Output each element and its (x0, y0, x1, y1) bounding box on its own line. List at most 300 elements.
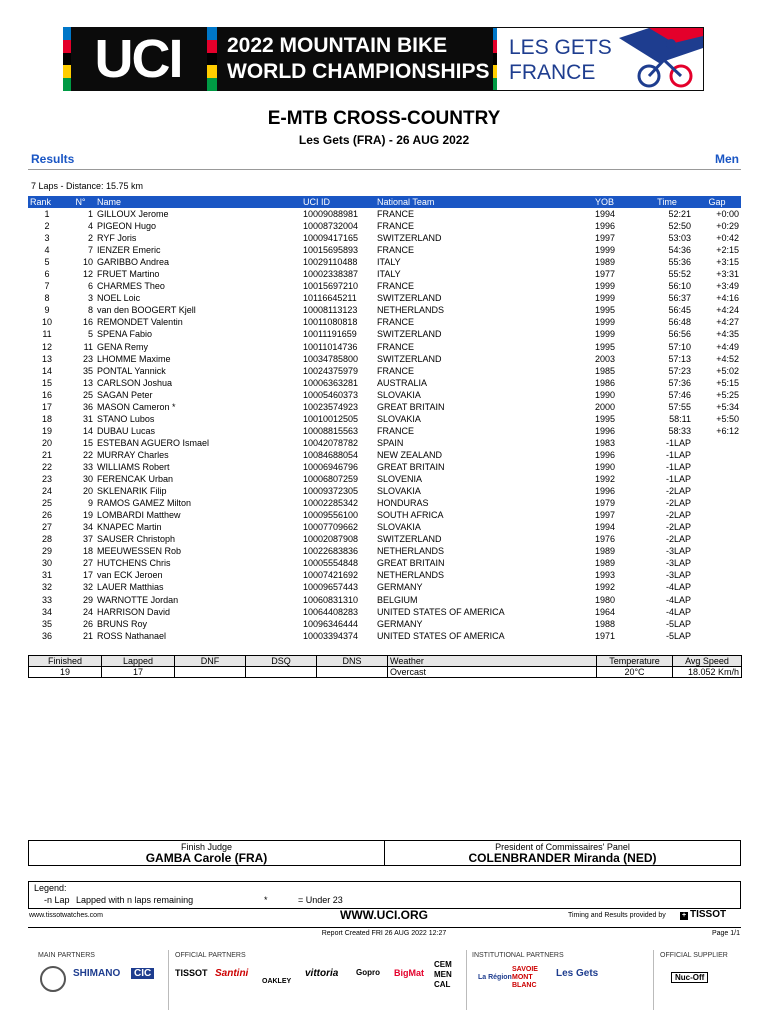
cell-name: STANO Lubos (95, 413, 301, 425)
cell-time: 54:36 (641, 244, 693, 256)
table-row (28, 581, 741, 593)
cell-name: LAUER Matthias (95, 581, 301, 593)
cell-uci-id: 10002087908 (301, 533, 375, 545)
cell-rank: 19 (41, 425, 52, 436)
cell-gap: +6:12 (716, 425, 739, 436)
cell-rank: 4 (28, 244, 66, 256)
cell-team: SLOVENIA (377, 474, 423, 485)
partners-divider-1 (168, 950, 169, 1010)
cell-yob: 1996 (595, 449, 616, 460)
cell-name: GENA Remy (95, 341, 301, 353)
summary-speed-value: 18.052 Km/h (673, 667, 742, 678)
page-number: Page 1/1 (711, 930, 740, 937)
summary-value-row (29, 667, 742, 678)
cell-gap: +3:15 (716, 257, 739, 268)
results-body (28, 208, 741, 642)
cell-rank: 1 (44, 209, 50, 220)
finish-judge-cell (29, 841, 385, 866)
cell-bib: 26 (82, 618, 93, 629)
cell-name: HARRISON David (95, 606, 301, 618)
cell-team: FRANCE (377, 281, 415, 292)
cell-time: -2LAP (641, 485, 693, 497)
table-row (28, 473, 741, 485)
cell-bib: 16 (66, 316, 95, 328)
cell-time: -3LAP (665, 546, 691, 557)
cell-name: ESTEBAN AGUERO Ismael (95, 437, 301, 449)
cell-time: 58:33 (668, 425, 691, 436)
cell-time: -5LAP (665, 618, 691, 629)
cell-team: FRANCE (375, 316, 593, 328)
cell-bib: 2 (87, 233, 93, 244)
cell-team: FRANCE (377, 425, 415, 436)
table-row (28, 280, 741, 292)
cyclist-graphic (619, 28, 703, 90)
cell-bib: 6 (87, 281, 93, 292)
cell-yob: 1999 (595, 329, 616, 340)
summary-header-row (29, 656, 742, 667)
cell-time: -1LAP (641, 437, 693, 449)
cell-rank: 25 (41, 498, 52, 509)
cell-uci-id: 10011191659 (303, 329, 357, 340)
col-number: N° (66, 196, 95, 208)
cell-rank: 15 (41, 377, 52, 388)
table-row (28, 509, 741, 521)
cell-team: FRANCE (375, 220, 593, 232)
cell-name: MASON Cameron * (97, 401, 176, 412)
cell-rank: 11 (42, 329, 52, 340)
table-row (28, 256, 741, 268)
santini-logo: Santini (215, 968, 249, 979)
cell-team: NETHERLANDS (377, 305, 445, 316)
cell-team: GREAT BRITAIN (375, 461, 593, 473)
cell-gap: +5:02 (693, 365, 741, 377)
cell-team: NEW ZEALAND (377, 449, 443, 460)
tissot-brand (680, 909, 726, 920)
cell-yob: 2000 (595, 401, 616, 412)
shimano-logo: SHIMANO (73, 968, 121, 979)
cell-time: 56:10 (668, 281, 691, 292)
cell-team: FRANCE (377, 209, 415, 220)
cell-time: -4LAP (641, 581, 693, 593)
table-row (28, 594, 741, 606)
cell-bib: 18 (82, 546, 93, 557)
cell-yob: 1999 (593, 244, 641, 256)
cell-time: -3LAP (641, 557, 693, 569)
cell-uci-id: 10002285342 (303, 498, 359, 509)
cell-gap (693, 461, 741, 473)
cell-name: PIGEON Hugo (95, 220, 301, 232)
cell-gap: +4:27 (693, 316, 741, 328)
cell-rank: 18 (28, 413, 66, 425)
cell-name: WARNOTTE Jordan (97, 594, 179, 605)
cell-uci-id: 10009657443 (301, 581, 375, 593)
cell-uci-id: 10006807259 (303, 474, 359, 485)
summary-weather-value: Overcast (388, 667, 597, 678)
cell-time: 56:56 (668, 329, 691, 340)
cell-gap: +5:50 (693, 413, 741, 425)
cell-gap (693, 569, 741, 581)
cell-time: 57:36 (668, 377, 691, 388)
table-row (28, 461, 741, 473)
report-created: Report Created FRI 26 AUG 2022 12:27 (321, 930, 447, 937)
table-row (28, 497, 741, 509)
venue-line1: LES GETS (509, 36, 612, 59)
cell-uci-id: 10006946796 (301, 461, 375, 473)
cell-yob: 1999 (595, 281, 616, 292)
cell-uci-id: 10002338387 (301, 268, 375, 280)
cell-name: ROSS Nathanael (95, 630, 301, 642)
col-name: Name (95, 196, 301, 208)
table-row (28, 208, 741, 220)
cell-bib: 35 (66, 365, 95, 377)
finish-judge-name: GAMBA Carole (FRA) (145, 851, 268, 865)
table-row (28, 353, 741, 365)
cell-team: GERMANY (375, 581, 593, 593)
cell-gap: +4:35 (716, 329, 739, 340)
cell-rank: 6 (28, 268, 66, 280)
official-supplier-heading: OFFICIAL SUPPLIER (660, 952, 728, 959)
venue-panel (492, 27, 704, 91)
cell-gap (693, 545, 741, 557)
cell-uci-id: 10023574923 (303, 401, 359, 412)
uci-website[interactable]: WWW.UCI.ORG (340, 908, 428, 922)
table-row (28, 220, 741, 232)
summary-weather-label: Weather (388, 656, 597, 667)
cell-bib: 22 (82, 449, 93, 460)
cell-uci-id: 10007421692 (303, 570, 359, 581)
cell-time: 53:03 (668, 233, 691, 244)
cell-uci-id: 10006363281 (303, 377, 359, 388)
mercedes-logo-icon (40, 966, 66, 992)
cell-name: RYF Joris (97, 233, 137, 244)
cell-gap: +4:49 (693, 341, 741, 353)
results-table (28, 196, 741, 642)
championship-banner (63, 27, 704, 91)
cell-yob: 1990 (593, 389, 641, 401)
footer-divider (28, 927, 741, 928)
cell-time: 56:37 (641, 292, 693, 304)
cic-logo: CIC (131, 968, 154, 979)
table-row (28, 389, 741, 401)
cell-uci-id: 10084688054 (303, 449, 359, 460)
cell-gap: +5:15 (716, 377, 739, 388)
summary-lapped-value: 17 (102, 667, 175, 678)
cell-team: SWITZERLAND (377, 233, 442, 244)
timing-credit: Timing and Results provided by (568, 912, 666, 919)
cell-name: LHOMME Maxime (97, 353, 171, 364)
gopro-logo: Gopro (356, 968, 380, 977)
cell-yob: 1999 (593, 292, 641, 304)
table-row (28, 630, 741, 642)
cell-rank: 8 (28, 292, 66, 304)
legend-star-desc: = Under 23 (298, 895, 343, 905)
cell-rank: 23 (41, 474, 52, 485)
cell-team: HONDURAS (377, 498, 429, 509)
cell-rank: 13 (41, 353, 52, 364)
cell-gap (693, 630, 741, 642)
cell-bib: 17 (82, 570, 93, 581)
cell-name: SAGAN Peter (95, 389, 301, 401)
cell-rank: 17 (41, 401, 52, 412)
cell-gap (693, 437, 741, 449)
category-label: Men (715, 152, 739, 166)
cell-bib: 31 (66, 413, 95, 425)
table-row (28, 377, 741, 389)
cell-uci-id: 10009556100 (301, 509, 375, 521)
cell-gap: +5:34 (716, 401, 739, 412)
col-uci-id: UCI ID (301, 196, 375, 208)
cell-name: FRUET Martino (95, 268, 301, 280)
uci-logo: UCI (94, 29, 182, 89)
cell-rank: 16 (28, 389, 66, 401)
cell-name: IENZER Emeric (95, 244, 301, 256)
cell-rank: 12 (28, 341, 66, 353)
cell-bib: 11 (66, 341, 95, 353)
cell-rank: 5 (44, 257, 50, 268)
cell-time: 55:52 (641, 268, 693, 280)
cell-bib: 14 (82, 425, 93, 436)
nuc-off-logo: Nuc-Off (671, 972, 708, 983)
cell-name: MEEUWESSEN Rob (97, 546, 182, 557)
cell-gap: +2:15 (693, 244, 741, 256)
col-rank: Rank (28, 196, 66, 208)
cell-rank: 26 (28, 509, 66, 521)
cell-uci-id: 10007709662 (303, 522, 359, 533)
cell-bib: 3 (66, 292, 95, 304)
finish-judge-role: Finish Judge (180, 842, 233, 852)
cell-yob: 1989 (593, 557, 641, 569)
results-label: Results (31, 152, 75, 166)
vittoria-logo: vittoria (305, 968, 339, 979)
cell-team: SLOVAKIA (377, 522, 421, 533)
table-row (28, 268, 741, 280)
cell-yob: 2003 (595, 353, 616, 364)
cell-yob: 1993 (595, 570, 616, 581)
cell-team: GREAT BRITAIN (375, 557, 593, 569)
cell-time: -2LAP (641, 533, 693, 545)
uci-logo-stripe (207, 27, 217, 91)
cell-yob: 1992 (595, 474, 616, 485)
cell-bib: 8 (87, 305, 93, 316)
cell-time: -4LAP (641, 606, 693, 618)
president-cell (385, 841, 741, 866)
legend-lap-desc: Lapped with n laps remaining (76, 895, 194, 905)
president-name: COLENBRANDER Miranda (NED) (468, 851, 657, 865)
cell-gap: +4:16 (693, 292, 741, 304)
cell-rank: 27 (41, 522, 52, 533)
table-row (28, 557, 741, 569)
cell-team: SWITZERLAND (375, 533, 593, 545)
cell-name: CHARMES Theo (97, 281, 165, 292)
cell-bib: 33 (66, 461, 95, 473)
cell-name: van den BOOGERT Kjell (97, 305, 196, 316)
cell-yob: 1980 (595, 594, 616, 605)
cell-name: BRUNS Roy (97, 618, 148, 629)
cell-uci-id: 10009372305 (301, 485, 375, 497)
cell-uci-id: 10005460373 (301, 389, 375, 401)
summary-dns-label: DNS (317, 656, 388, 667)
cell-gap (693, 557, 741, 569)
cell-gap (693, 449, 741, 461)
cell-gap: +0:29 (693, 220, 741, 232)
les-gets-logo: Les Gets (556, 968, 599, 979)
table-row (28, 244, 741, 256)
cell-gap (693, 618, 741, 630)
cell-team: FRANCE (375, 244, 593, 256)
page-title: E-MTB CROSS-COUNTRY (267, 108, 501, 129)
uci-rainbow-stripes (63, 27, 71, 91)
cell-team: SLOVAKIA (375, 389, 593, 401)
cell-bib: 12 (66, 268, 95, 280)
table-row (28, 232, 741, 244)
cell-time: 57:23 (641, 365, 693, 377)
cell-team: FRANCE (375, 341, 593, 353)
cell-yob: 1994 (595, 209, 616, 220)
table-row (28, 569, 741, 581)
cell-uci-id: 10060831310 (303, 594, 359, 605)
cell-uci-id: 10015695893 (301, 244, 375, 256)
cell-rank: 21 (41, 449, 52, 460)
cell-rank: 33 (41, 594, 52, 605)
cell-rank: 20 (28, 437, 66, 449)
cell-rank: 30 (28, 557, 66, 569)
cell-gap (693, 581, 741, 593)
tissot-cross-icon: + (681, 912, 687, 919)
table-row (28, 485, 741, 497)
cell-gap: +5:25 (693, 389, 741, 401)
laps-distance: 7 Laps - Distance: 15.75 km (31, 181, 144, 191)
table-row (28, 618, 741, 630)
cell-team: ITALY (377, 257, 401, 268)
cell-team: SWITZERLAND (375, 292, 593, 304)
cell-team: AUSTRALIA (377, 377, 428, 388)
cell-yob: 1989 (595, 546, 616, 557)
table-row (28, 304, 741, 316)
cell-bib: 27 (66, 557, 95, 569)
table-row (28, 328, 741, 340)
cell-team: GERMANY (377, 618, 423, 629)
cell-uci-id: 10034785800 (303, 353, 359, 364)
cell-gap (693, 485, 741, 497)
cell-time: -2LAP (665, 522, 691, 533)
cell-gap: +3:49 (716, 281, 739, 292)
cell-yob: 1995 (593, 413, 641, 425)
cell-rank: 35 (41, 618, 52, 629)
cell-gap (693, 606, 741, 618)
cell-yob: 1997 (593, 509, 641, 521)
summary-dnf-label: DNF (175, 656, 246, 667)
col-time: Time (641, 196, 693, 208)
cell-bib: 7 (66, 244, 95, 256)
race-summary (28, 655, 742, 678)
summary-lapped-label: Lapped (102, 656, 175, 667)
header-divider (28, 169, 741, 170)
venue-text (497, 28, 619, 90)
partners-divider-2 (466, 950, 467, 1010)
cell-team: SOUTH AFRICA (375, 509, 593, 521)
cell-yob: 1989 (595, 257, 616, 268)
cell-team: SWITZERLAND (377, 353, 442, 364)
cell-name: SAUSER Christoph (95, 533, 301, 545)
cell-yob: 1977 (593, 268, 641, 280)
cell-yob: 1994 (595, 522, 616, 533)
cell-yob: 1976 (593, 533, 641, 545)
cell-gap (693, 473, 741, 485)
cell-time: 57:10 (641, 341, 693, 353)
cell-rank: 9 (44, 305, 50, 316)
table-row (28, 316, 741, 328)
event-name-line1: 2022 MOUNTAIN BIKE (227, 34, 448, 57)
event-name (217, 27, 492, 91)
summary-finished-value: 19 (29, 667, 102, 678)
event-location-date: Les Gets (FRA) - 26 AUG 2022 (298, 133, 470, 147)
cell-bib: 4 (66, 220, 95, 232)
table-row (28, 437, 741, 449)
tissot-website[interactable]: www.tissotwatches.com (29, 912, 103, 919)
cell-rank: 31 (41, 570, 52, 581)
cell-bib: 34 (82, 522, 93, 533)
cell-team: NETHERLANDS (377, 570, 445, 581)
cell-time: -3LAP (665, 570, 691, 581)
la-region-logo: La Région (478, 974, 512, 981)
summary-dsq-label: DSQ (246, 656, 317, 667)
cell-gap (693, 533, 741, 545)
cell-yob: 1986 (595, 377, 616, 388)
cell-name: HUTCHENS Chris (95, 557, 301, 569)
cell-uci-id: 10011080818 (301, 316, 375, 328)
cell-uci-id: 10029110488 (303, 257, 358, 268)
cell-name: PONTAL Yannick (95, 365, 301, 377)
cell-yob: 1996 (593, 220, 641, 232)
cell-bib: 9 (87, 498, 93, 509)
cell-time: 56:48 (641, 316, 693, 328)
cell-yob: 1996 (593, 485, 641, 497)
cell-bib: 10 (82, 257, 93, 268)
cell-gap: +4:24 (716, 305, 739, 316)
institutional-partners-heading: INSTITUTIONAL PARTNERS (472, 952, 564, 959)
cell-uci-id: 10009088981 (303, 209, 359, 220)
cell-name: GILLOUX Jerome (97, 209, 169, 220)
cemmencal-logo: CEM MEN CAL (434, 960, 452, 989)
cell-rank: 34 (28, 606, 66, 618)
cell-team: SWITZERLAND (377, 329, 442, 340)
cell-team: SLOVAKIA (375, 413, 593, 425)
cell-bib: 24 (66, 606, 95, 618)
cell-gap (693, 497, 741, 509)
col-gap: Gap (693, 196, 741, 208)
tissot-logo: TISSOT (175, 968, 208, 978)
cell-bib: 15 (66, 437, 95, 449)
cell-bib: 23 (82, 353, 93, 364)
cell-gap (693, 521, 741, 533)
cell-uci-id: 10010012505 (301, 413, 375, 425)
cell-time: 57:55 (668, 401, 691, 412)
cell-bib: 13 (82, 377, 93, 388)
cell-yob: 1995 (593, 341, 641, 353)
summary-temperature-label: Temperature (597, 656, 673, 667)
cell-name: DUBAU Lucas (97, 425, 156, 436)
cell-time: -4LAP (665, 594, 691, 605)
legend-lap-code: -n Lap (44, 895, 70, 905)
event-name-line2: WORLD CHAMPIONSHIPS (227, 60, 490, 83)
cell-yob: 1995 (595, 305, 616, 316)
cell-yob: 1999 (593, 316, 641, 328)
cell-name: LOMBARDI Matthew (95, 509, 301, 521)
cell-name: KNAPEC Martin (97, 522, 162, 533)
main-partners-heading: MAIN PARTNERS (38, 952, 95, 959)
cell-gap: +0:42 (716, 233, 739, 244)
oakley-logo: OAKLEY (262, 978, 292, 985)
